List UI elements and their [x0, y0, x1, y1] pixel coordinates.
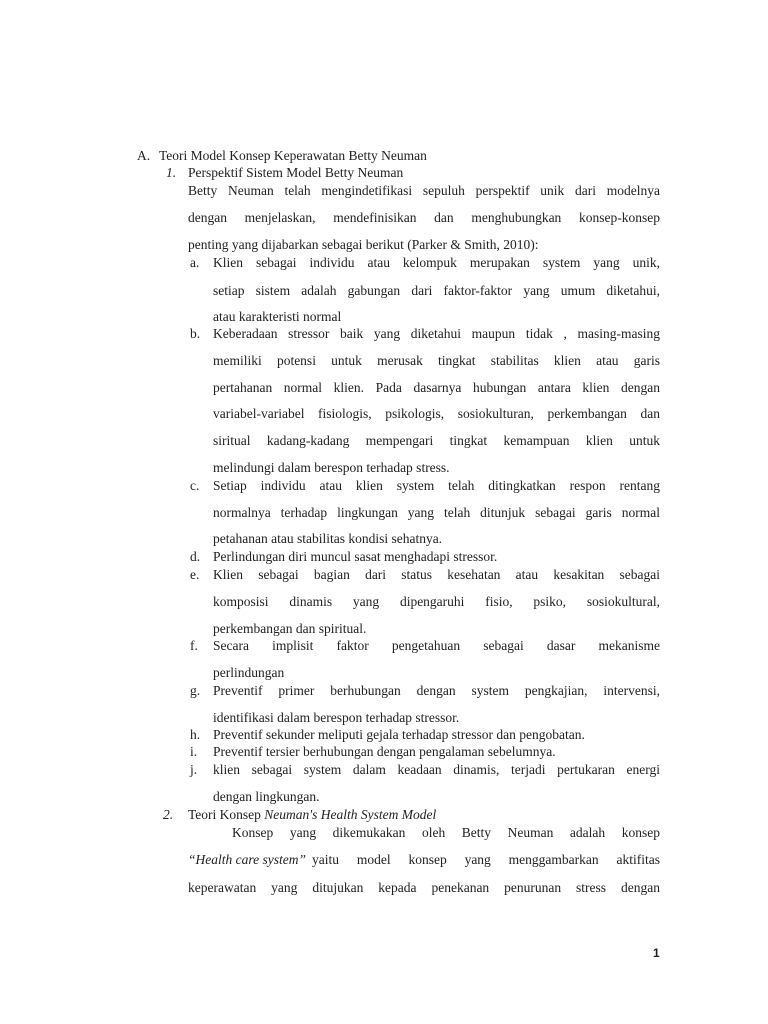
list-item-line: atau karakteristi normal: [213, 309, 342, 324]
list-item-line: Klien sebagai individu atau kelompuk merupakan system yang unik,: [213, 255, 660, 270]
list-item-marker: g.: [190, 683, 201, 698]
list-item-marker: h.: [190, 727, 201, 742]
list-item-line: perkembangan dan spiritual.: [213, 621, 367, 636]
health-care-system-term: “Health care system”: [188, 852, 306, 867]
intro-line: penting yang dijabarkan sebagai berikut (Parker & Smith, 2010):: [188, 237, 539, 252]
list-item-marker: c.: [190, 478, 200, 493]
paragraph-line: Konsep yang dikemukakan oleh Betty Neuman adalah konsep: [232, 825, 660, 840]
list-item-marker: e.: [190, 567, 200, 582]
list-item-line: variabel-variabel fisiologis, psikologis, sosiokulturan, perkembangan dan: [213, 406, 660, 421]
list-item-line: Perlindungan diri muncul sasat menghadapi stressor.: [213, 549, 498, 564]
list-item-line: Setiap individu atau klien system telah ditingkatkan respon rentang: [213, 478, 660, 493]
list-item-line: Preventif primer berhubungan dengan system pengkajian, intervensi,: [213, 683, 660, 698]
subsection-1-marker: 1.: [166, 165, 177, 180]
page-number: 1: [653, 946, 660, 960]
list-item-line: normalnya terhadap lingkungan yang telah ditunjuk sebagai garis normal: [213, 505, 660, 520]
intro-line: Betty Neuman telah mengindetifikasi sepuluh perspektif unik dari modelnya: [188, 183, 660, 198]
list-item-marker: f.: [190, 638, 198, 653]
intro-line: dengan menjelaskan, mendefinisikan dan menghubungkan konsep-konsep: [188, 210, 660, 225]
list-item-line: dengan lingkungan.: [213, 789, 320, 804]
paragraph-line: keperawatan yang ditujukan kepada penekanan penurunan stress dengan: [188, 880, 660, 895]
subsection-2-marker: 2.: [163, 807, 174, 822]
subsection-2-title-prefix: Teori Konsep: [188, 807, 265, 822]
list-item-line: Preventif sekunder meliputi gejala terhadap stressor dan pengobatan.: [213, 727, 585, 742]
paragraph-line-rest: yaitu model konsep yang menggambarkan aktifitas: [312, 852, 660, 867]
list-item-line: identifikasi dalam berespon terhadap stressor.: [213, 710, 460, 725]
list-item-line: setiap sistem adalah gabungan dari faktor-faktor yang umum diketahui,: [213, 283, 660, 298]
list-item-line: perlindungan: [213, 665, 285, 680]
list-item-line: komposisi dinamis yang dipengaruhi fisio, psiko, sosiokultural,: [213, 594, 660, 609]
list-item-line: Secara implisit faktor pengetahuan sebagai dasar mekanisme: [213, 638, 660, 653]
list-item-line: petahanan atau stabilitas kondisi sehatnya.: [213, 531, 443, 546]
subsection-2-title: [188, 807, 436, 823]
list-item-line: Klien sebagai bagian dari status kesehatan atau kesakitan sebagai: [213, 567, 660, 582]
list-item-line: pertahanan normal klien. Pada dasarnya hubungan antara klien dengan: [213, 380, 660, 395]
list-item-line: siritual kadang-kadang mempengari tingkat kemampuan klien untuk: [213, 433, 660, 448]
paragraph-line: [188, 852, 660, 868]
list-item-marker: i.: [190, 744, 198, 759]
section-a-title: Teori Model Konsep Keperawatan Betty Neuman: [159, 148, 427, 163]
list-item-marker: d.: [190, 549, 201, 564]
section-a-marker: A.: [137, 148, 151, 163]
list-item-line: melindungi dalam berespon terhadap stress.: [213, 460, 450, 475]
list-item-marker: j.: [190, 762, 198, 777]
list-item-line: memiliki potensi untuk merusak tingkat stabilitas klien atau garis: [213, 353, 660, 368]
list-item-line: Keberadaan stressor baik yang diketahui maupun tidak , masing-masing: [213, 326, 660, 341]
subsection-2-title-italic: Neuman's Health System Model: [264, 807, 437, 822]
list-item-marker: a.: [190, 255, 200, 270]
list-item-line: Preventif tersier berhubungan dengan pengalaman sebelumnya.: [213, 744, 556, 759]
list-item-marker: b.: [190, 326, 201, 341]
subsection-1-title: Perspektif Sistem Model Betty Neuman: [188, 165, 404, 180]
list-item-line: klien sebagai system dalam keadaan dinamis, terjadi pertukaran energi: [213, 762, 660, 777]
